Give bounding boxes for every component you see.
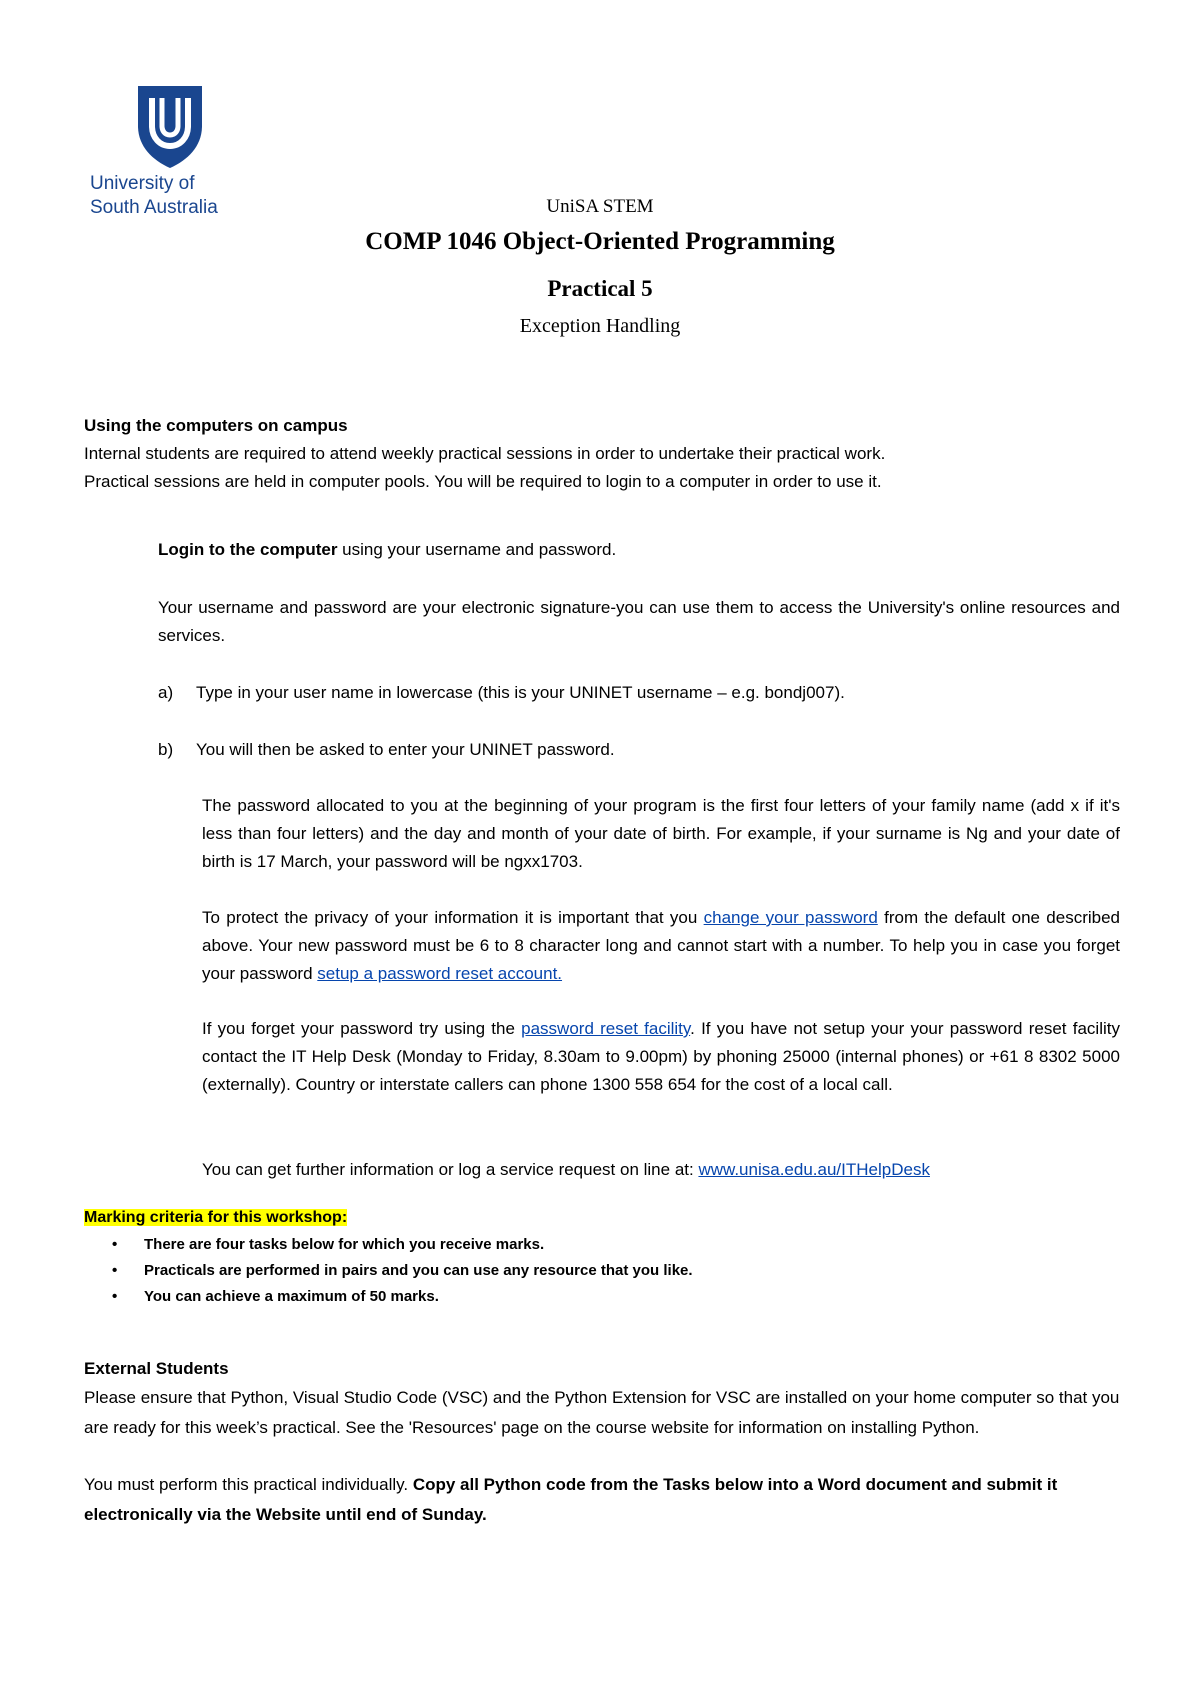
external-heading: External Students bbox=[84, 1359, 229, 1378]
login-bold: Login to the computer bbox=[158, 540, 338, 559]
marking-heading: Marking criteria for this workshop: bbox=[84, 1209, 348, 1226]
logo-line-1: University of bbox=[90, 173, 195, 194]
course-title: COMP 1046 Object-Oriented Programming bbox=[365, 228, 835, 255]
password-paragraph: The password allocated to you at the beginning of your program is the first four letters of your family name (add x if it's less than four letters) and the day and month of your date of birth. For example, if your surname is Ng and your date of birth is 17 March, your password will be ngxx1703. bbox=[202, 796, 1120, 871]
campus-line-2: Practical sessions are held in computer pools. You will be required to login to a computer in order to use it. bbox=[84, 472, 882, 491]
logo-line-2: South Australia bbox=[90, 197, 218, 218]
marking-list-item bbox=[84, 1284, 1134, 1310]
marking-heading-row bbox=[84, 1205, 1134, 1231]
list-marker-b: b) bbox=[158, 740, 174, 759]
marking-item-text: There are four tasks below for which you receive marks. bbox=[144, 1236, 545, 1253]
list-item-a bbox=[158, 679, 1120, 707]
campus-heading: Using the computers on campus bbox=[84, 416, 348, 435]
password-reset-facility-link[interactable]: password reset facility bbox=[521, 1019, 691, 1038]
protect-paragraph bbox=[202, 904, 1120, 988]
list-text-a: Type in your user name in lowercase (this is your UNINET username – e.g. bondj007). bbox=[196, 683, 845, 702]
submit-text-pre: You must perform this practical individually. bbox=[84, 1475, 413, 1494]
forget-text-post: . If you have not setup your your password reset facility contact the IT Help Desk (Monday to Friday, 8.30am to 9.00pm) by phoning 25000 (internal phones) or +61 8 8302 5000 (externally). Country or interstate callers can phone 1300 558 654 for the cost of a local call. bbox=[202, 1019, 1120, 1094]
it-helpdesk-link[interactable]: www.unisa.edu.au/ITHelpDesk bbox=[698, 1160, 930, 1179]
submit-paragraph bbox=[84, 1470, 1134, 1530]
campus-line-1: Internal students are required to attend weekly practical sessions in order to undertake their practical work. bbox=[84, 444, 886, 463]
marking-list-item bbox=[84, 1232, 1134, 1258]
campus-section bbox=[84, 412, 1134, 496]
department-title: UniSA STEM bbox=[546, 196, 654, 217]
change-password-link[interactable]: change your password bbox=[703, 908, 878, 927]
list-text-b: You will then be asked to enter your UNINET password. bbox=[196, 740, 615, 759]
bullet-icon: • bbox=[112, 1262, 118, 1279]
external-text: Please ensure that Python, Visual Studio Code (VSC) and the Python Extension for VSC are installed on your home computer so that you are ready for this week’s practical. See the 'Resources' page on the course website for information on installing Python. bbox=[84, 1388, 1120, 1437]
info-text: You can get further information or log a service request on line at: bbox=[202, 1160, 699, 1179]
practical-title: Practical 5 bbox=[547, 276, 653, 301]
signature-paragraph: Your username and password are your electronic signature-you can use them to access the University's online resources and services. bbox=[158, 598, 1120, 645]
login-rest: using your username and password. bbox=[337, 540, 617, 559]
marking-list bbox=[84, 1232, 1134, 1310]
bullet-icon: • bbox=[112, 1236, 118, 1253]
topic-title: Exception Handling bbox=[519, 315, 681, 337]
list-item-b bbox=[158, 736, 1120, 764]
marking-item-text: You can achieve a maximum of 50 marks. bbox=[144, 1288, 439, 1305]
bullet-icon: • bbox=[112, 1288, 118, 1305]
protect-text-mid: from the default one described above. Your new password must be 6 to 8 character long and cannot start with a number. To help you in case you forget your password bbox=[202, 908, 1121, 983]
protect-text-pre: To protect the privacy of your information it is important that you bbox=[202, 908, 704, 927]
login-paragraph bbox=[158, 536, 1120, 564]
marking-list-item bbox=[84, 1258, 1134, 1284]
submit-text-bold: Copy all Python code from the Tasks below into a Word document and submit it electronically via the Website until end of Sunday. bbox=[84, 1475, 1058, 1524]
info-paragraph bbox=[202, 1156, 1120, 1184]
setup-reset-account-link[interactable]: setup a password reset account. bbox=[317, 964, 563, 983]
forget-text-pre: If you forget your password try using the bbox=[202, 1019, 522, 1038]
marking-item-text: Practicals are performed in pairs and you can use any resource that you like. bbox=[144, 1262, 693, 1279]
external-section bbox=[84, 1355, 1134, 1443]
list-marker-a: a) bbox=[158, 683, 174, 702]
forget-paragraph bbox=[202, 1015, 1120, 1099]
